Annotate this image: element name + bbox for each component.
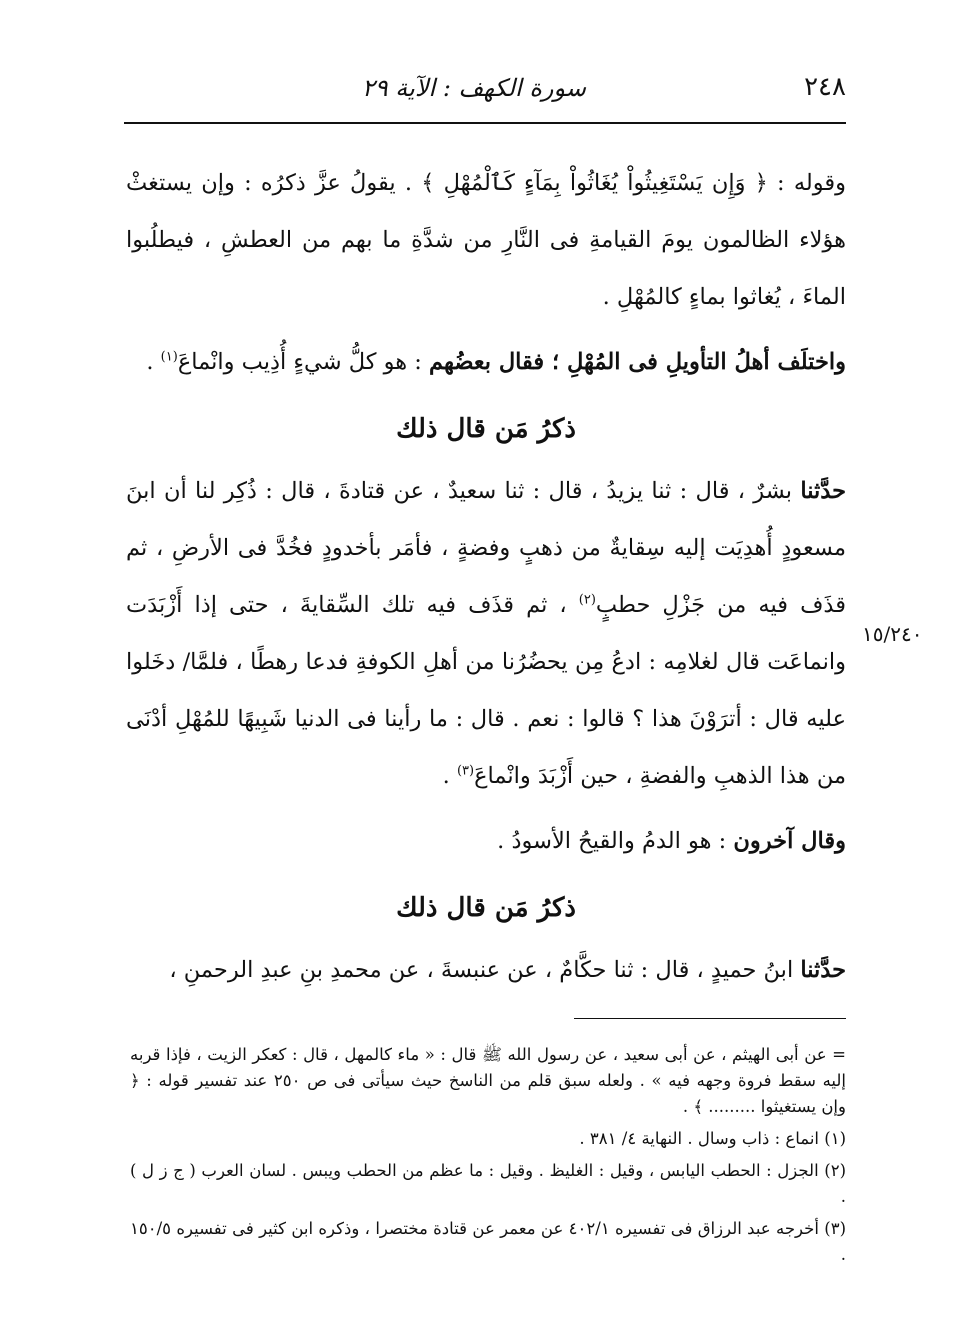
paragraph-1 bbox=[126, 155, 846, 326]
footnote-ref-1[interactable]: (١) bbox=[160, 349, 178, 365]
margin-reference: ١٥/٢٤٠ bbox=[862, 622, 923, 646]
footnotes bbox=[130, 1042, 846, 1268]
page-header bbox=[124, 72, 846, 112]
paragraph-text: : هو الدمُ والقيحُ الأسودُ . bbox=[497, 828, 734, 854]
quran-verse: ﴿ وَإِن يَسْتَغِيثُواْ يُغَاثُواْ بِمَآءٍ كَٱلْمُهْلِ ﴾ bbox=[421, 170, 768, 196]
footnote-rule bbox=[574, 1018, 846, 1019]
paragraph-text: ابنُ حميدٍ ، قال : ثنا حكَّامٌ ، عن عنبسةَ ، عن محمدِ بنِ عبدِ الرحمنِ ، bbox=[169, 957, 801, 983]
section-heading-2: ذكرُ مَن قال ذلك bbox=[396, 893, 576, 923]
footnote-continuation: = عن أبى الهيثم ، عن أبى سعيد ، عن رسول الله ﷺ قال : « ماء كالمهل ، قال : كعكر الزيت ، فإذا قربه إليه سقط فروة وجهه فيه » . ولعله سبق قلم من الناسخ حيث سيأتى فى ص ٢٥٠ عند تفسير قوله : ﴿ وإن يستغيثوا ......... ﴾ . bbox=[130, 1045, 847, 1116]
footnote-1: (١) انماع : ذاب وسال . النهاية ٤/ ٣٨١ . bbox=[579, 1129, 846, 1148]
paragraph-3 bbox=[126, 463, 846, 805]
footnote-ref-2[interactable]: (٢) bbox=[578, 592, 596, 608]
main-text bbox=[126, 155, 846, 999]
paragraph-bold-lead: واختلَف أهلُ التأويلِ فى المُهْلِ ؛ فقال بعضُهم bbox=[429, 349, 846, 375]
paragraph-text: : هو كلُّ شيءٍ أُذِيب وانْماعَ bbox=[177, 349, 430, 375]
footnote-3: (٣) أخرجه عبد الرزاق فى تفسيره ٤٠٢/١ عن معمر عن قتادة مختصرا ، وذكره ابن كثير فى تفسيره ١٥٠/٥ . bbox=[130, 1219, 847, 1264]
paragraph-end: . bbox=[146, 349, 161, 375]
header-rule bbox=[124, 122, 846, 124]
paragraph-lead: وقوله : bbox=[767, 170, 846, 196]
section-heading-1: ذكرُ مَن قال ذلك bbox=[396, 414, 576, 444]
footnote-ref-3[interactable]: (٣) bbox=[456, 763, 475, 779]
paragraph-2 bbox=[126, 334, 846, 391]
paragraph-end: . bbox=[442, 763, 457, 789]
paragraph-bold-lead: حدَّثنا bbox=[800, 478, 846, 504]
paragraph-text: . يقولُ عزَّ ذكرُه : وإن يستغثْ هؤلاء الظالمون يومَ القيامةِ فى النَّارِ من شدَّةِ ما بهم من العطشِ ، فيطلُبوا الماءَ ، يُغاثوا بماءٍ كالمُهْلِ . bbox=[126, 170, 846, 310]
paragraph-5 bbox=[126, 942, 846, 999]
paragraph-text: ، ثم قذَف فيه تلك السِّقايةَ ، حتى إذا أَزْبَدَت وانماعَت قال لغلامِه : ادعُ مِن يحضُرُنا من أهلِ الكوفةِ فدعا رهطًا ، فلمَّا/ دخَلوا عليه قال : أترَوْنَ هذا ؟ قالوا : نعم . قال : ما رأينا فى الدنيا شَبِيهًا للمُهْلِ أدْنَى من هذا الذهبِ والفضةِ ، حين أَزْبَدَ وانْماعَ bbox=[126, 592, 846, 789]
paragraph-text: بشرٌ ، قال : ثنا يزيدُ ، قال : ثنا سعيدٌ ، عن قتادةَ ، قال : ذُكِر لنا أن ابنَ مسعودٍ أُهدِيَت إليه سِقايةٌ من ذهبٍ وفضةٍ ، فأمَر بأخدودٍ فخُدَّ فى الأرضِ ، ثم قذَف فيه من جَزْلِ حطبٍ bbox=[126, 478, 846, 618]
paragraph-bold-lead: وقال آخرون bbox=[733, 828, 846, 854]
paragraph-bold-lead: حدَّثنا bbox=[800, 957, 846, 983]
footnote-2: (٢) الجزل : الحطب اليابس ، وقيل : الغليظ . وقيل : ما عظم من الحطب ويبس . لسان العرب ( ج ز ل ) . bbox=[130, 1161, 846, 1206]
page-number: ٢٤٨ bbox=[804, 72, 846, 102]
running-title: سورة الكهف : الآية ٢٩ bbox=[361, 74, 586, 102]
paragraph-4 bbox=[126, 813, 846, 870]
